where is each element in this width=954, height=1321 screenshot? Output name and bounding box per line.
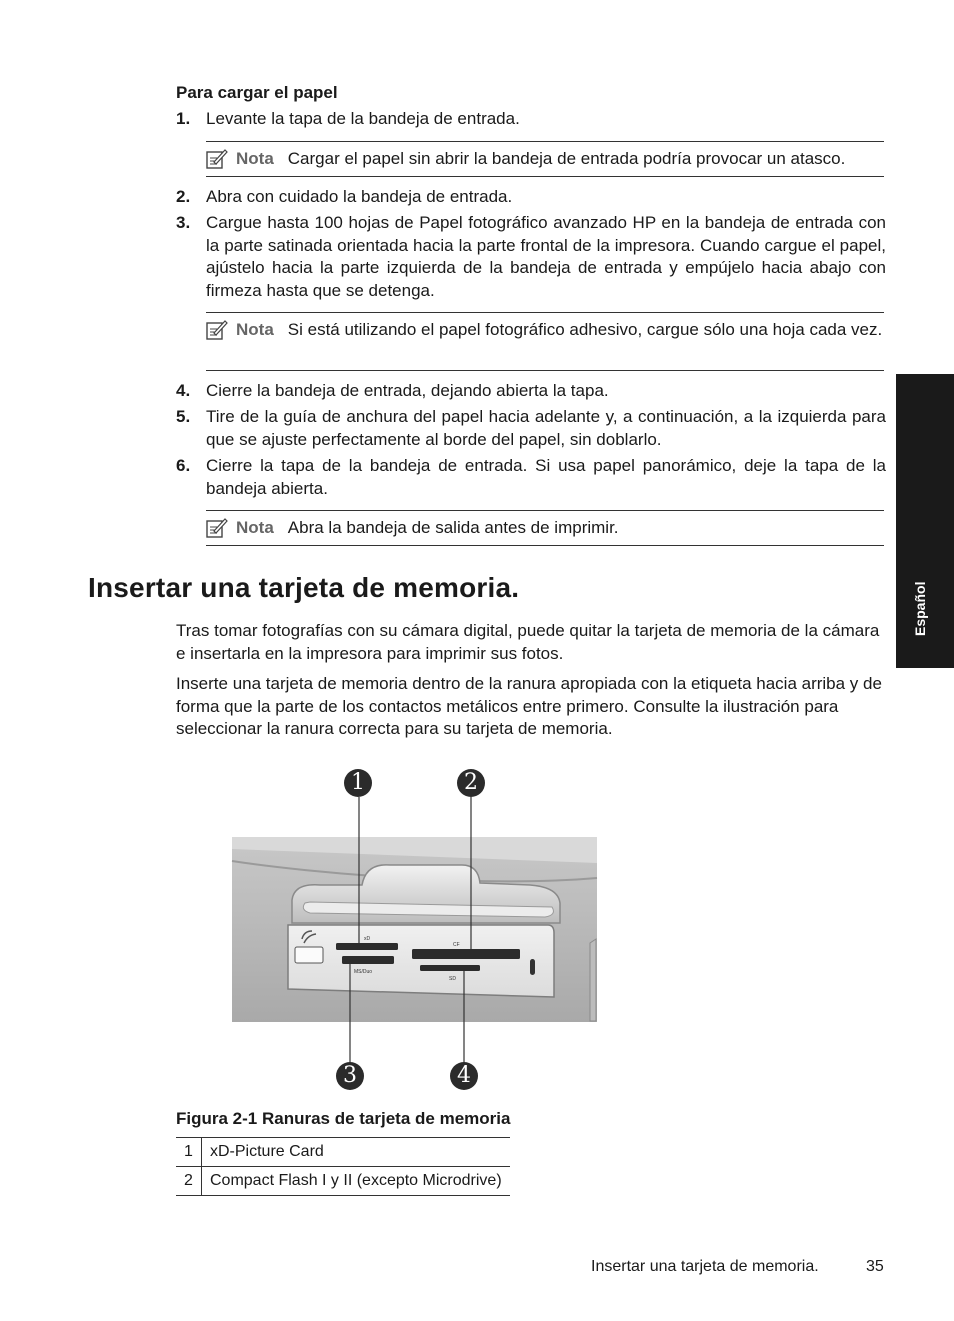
note-box (206, 141, 884, 177)
legend-index: 2 (176, 1167, 202, 1196)
note-text: Si está utilizando el papel fotográfico adhesivo, cargue sólo una hoja cada vez. (287, 320, 883, 339)
step-text: Cierre la bandeja de entrada, dejando abierta la tapa. (206, 381, 609, 400)
callout-2: 2 (457, 769, 485, 797)
page-number: 35 (866, 1258, 884, 1275)
paragraph: Inserte una tarjeta de memoria dentro de la ranura apropiada con la etiqueta hacia arriba y de forma que la parte de los contactos metálicos entre primero. Consulte la ilustración para seleccionar la ranura correcta para su tarjeta de memoria. (176, 674, 882, 738)
step-number: 2. (176, 187, 191, 206)
step-number: 4. (176, 381, 191, 400)
step-number: 6. (176, 456, 191, 475)
step-2 (176, 186, 886, 209)
note-text: Abra la bandeja de salida antes de imprimir. (287, 518, 619, 537)
note-box (206, 312, 884, 371)
step-text: Abra con cuidado la bandeja de entrada. (206, 187, 513, 206)
note-pencil-icon (206, 518, 228, 538)
legend-text: xD-Picture Card (202, 1138, 510, 1167)
step-text: Tire de la guía de anchura del papel hacia adelante y, a continuación, a la izquierda para que se ajuste perfectamente al borde del papel, sin doblarlo. (206, 407, 886, 449)
callout-4: 4 (450, 1062, 478, 1090)
section-title: Insertar una tarjeta de memoria. (88, 572, 520, 603)
note-label: Nota (236, 149, 274, 168)
step-5 (176, 406, 886, 451)
note-label: Nota (236, 518, 274, 537)
footer-title: Insertar una tarjeta de memoria. (591, 1258, 819, 1275)
note-pencil-icon (206, 149, 228, 169)
step-number: 3. (176, 213, 191, 232)
callout-3: 3 (336, 1062, 364, 1090)
step-number: 5. (176, 407, 191, 426)
slot-label-xd: xD (364, 936, 371, 942)
step-text: Cierre la tapa de la bandeja de entrada. Si usa papel panorámico, deje la tapa de la bandeja abierta. (206, 456, 886, 498)
step-6 (176, 455, 886, 500)
step-text: Levante la tapa de la bandeja de entrada. (206, 109, 520, 128)
slot-label-ms: MS/Duo (354, 969, 373, 975)
note-text: Cargar el papel sin abrir la bandeja de entrada podría provocar un atasco. (287, 149, 846, 168)
legend-index: 1 (176, 1138, 202, 1167)
slot-label-sd: SD (449, 976, 456, 982)
language-side-tab (896, 374, 954, 668)
side-tab-label: Español (912, 581, 928, 636)
figure-legend-table (176, 1137, 510, 1196)
figure-caption: Figura 2-1 Ranuras de tarjeta de memoria (176, 1109, 511, 1128)
step-text: Cargue hasta 100 hojas de Papel fotográfico avanzado HP en la bandeja de entrada con la parte satinada orientada hacia la parte frontal de la impresora. Cuando cargue el papel, ajústelo hacia la parte izquierda de la bandeja de entrada y empújelo hacia abajo con firmeza hasta que se detenga. (206, 213, 886, 300)
step-3 (176, 212, 886, 302)
memory-card-slots-figure (230, 763, 610, 1098)
note-box (206, 510, 884, 546)
step-number: 1. (176, 109, 191, 128)
step-1 (176, 108, 886, 131)
table-row (176, 1167, 510, 1196)
note-pencil-icon (206, 320, 228, 340)
table-row (176, 1138, 510, 1167)
printer-slots-illustration (230, 763, 610, 1098)
slot-label-cf: CF (453, 942, 460, 948)
legend-text: Compact Flash I y II (excepto Microdrive) (202, 1167, 510, 1196)
subheading: Para cargar el papel (176, 83, 338, 102)
step-4 (176, 380, 886, 403)
paragraph: Tras tomar fotografías con su cámara digital, puede quitar la tarjeta de memoria de la cámara e insertarla en la impresora para imprimir sus fotos. (176, 621, 880, 663)
note-label: Nota (236, 320, 274, 339)
callout-1: 1 (344, 769, 372, 797)
